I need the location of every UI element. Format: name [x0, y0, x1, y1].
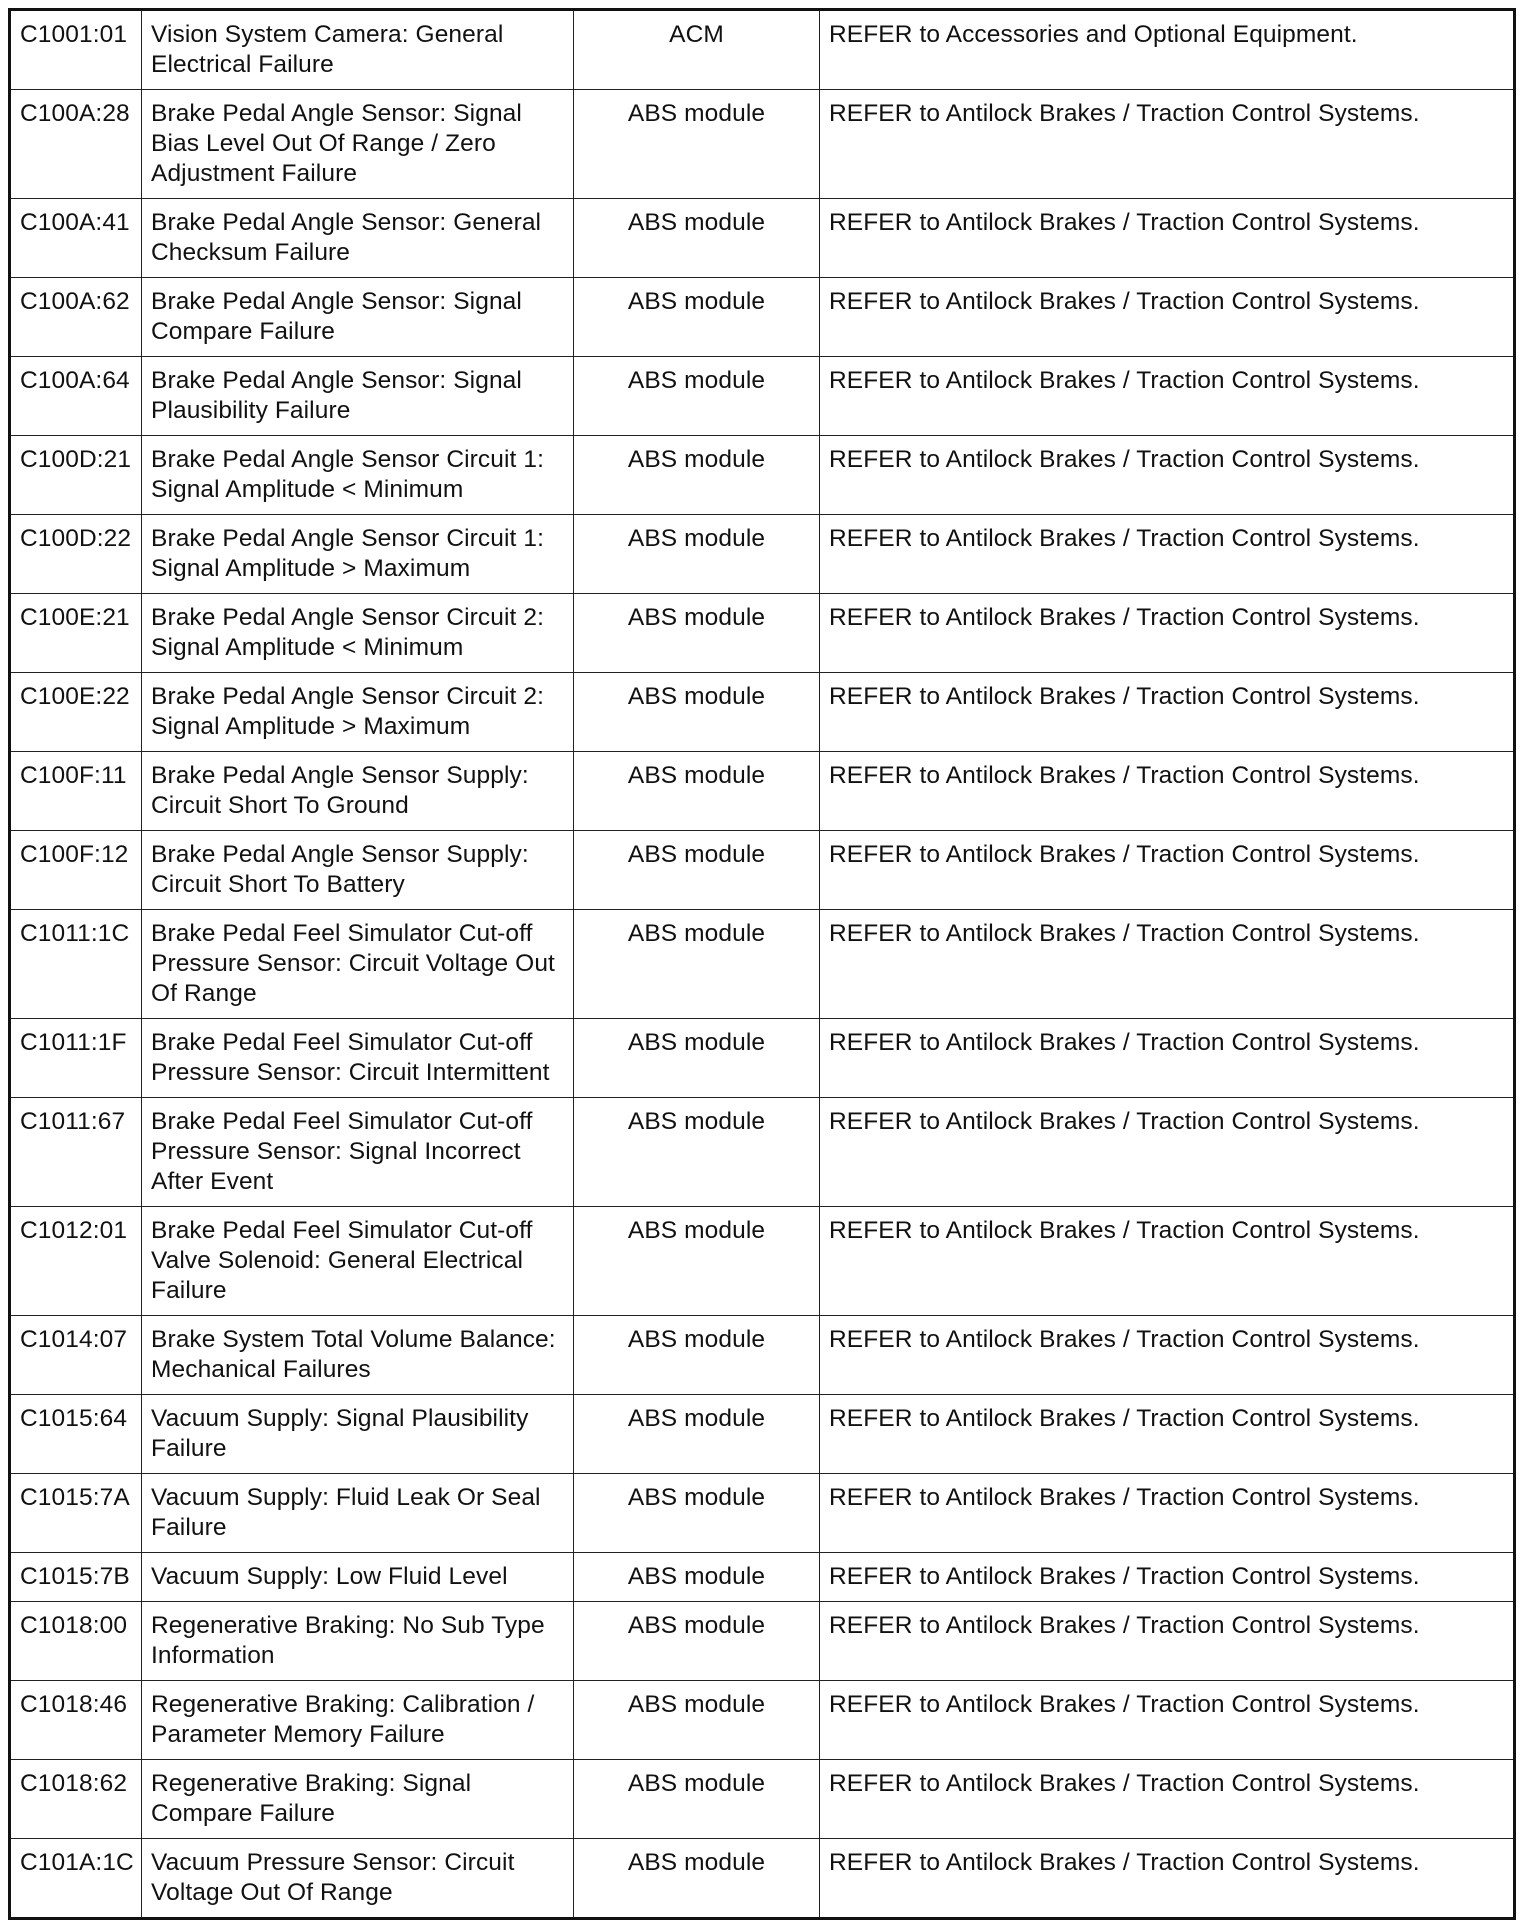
dtc-module: ABS module — [574, 436, 820, 515]
dtc-description: Vacuum Supply: Signal Plausibility Failure — [142, 1395, 574, 1474]
dtc-action: REFER to Antilock Brakes / Traction Control Systems. — [820, 515, 1515, 594]
dtc-description: Brake Pedal Angle Sensor Supply: Circuit Short To Battery — [142, 831, 574, 910]
dtc-code: C100F:11 — [10, 752, 142, 831]
dtc-module: ABS module — [574, 199, 820, 278]
dtc-description: Brake Pedal Angle Sensor: Signal Plausibility Failure — [142, 357, 574, 436]
dtc-description: Brake Pedal Feel Simulator Cut-off Pressure Sensor: Circuit Intermittent — [142, 1019, 574, 1098]
dtc-code: C100E:22 — [10, 673, 142, 752]
dtc-code: C1018:46 — [10, 1681, 142, 1760]
dtc-description: Vacuum Supply: Fluid Leak Or Seal Failure — [142, 1474, 574, 1553]
dtc-description: Brake Pedal Angle Sensor Circuit 2: Signal Amplitude > Maximum — [142, 673, 574, 752]
table-row — [10, 1474, 1515, 1553]
table-row — [10, 1602, 1515, 1681]
dtc-module: ABS module — [574, 357, 820, 436]
dtc-code: C1015:7A — [10, 1474, 142, 1553]
dtc-module: ABS module — [574, 594, 820, 673]
dtc-action: REFER to Antilock Brakes / Traction Control Systems. — [820, 1681, 1515, 1760]
dtc-module: ABS module — [574, 831, 820, 910]
dtc-action: REFER to Antilock Brakes / Traction Control Systems. — [820, 90, 1515, 199]
dtc-code: C100A:41 — [10, 199, 142, 278]
dtc-module: ABS module — [574, 1681, 820, 1760]
dtc-description: Vacuum Supply: Low Fluid Level — [142, 1553, 574, 1602]
table-row — [10, 436, 1515, 515]
dtc-action: REFER to Antilock Brakes / Traction Control Systems. — [820, 1602, 1515, 1681]
dtc-code: C101A:1C — [10, 1839, 142, 1919]
dtc-description: Brake Pedal Angle Sensor Supply: Circuit Short To Ground — [142, 752, 574, 831]
dtc-code: C100A:28 — [10, 90, 142, 199]
dtc-code: C100A:62 — [10, 278, 142, 357]
dtc-action: REFER to Antilock Brakes / Traction Control Systems. — [820, 1316, 1515, 1395]
dtc-module: ABS module — [574, 752, 820, 831]
table-row — [10, 1681, 1515, 1760]
dtc-module: ABS module — [574, 1839, 820, 1919]
table-row — [10, 1553, 1515, 1602]
dtc-code: C1018:00 — [10, 1602, 142, 1681]
dtc-module: ABS module — [574, 1019, 820, 1098]
dtc-module: ABS module — [574, 1098, 820, 1207]
dtc-description: Brake System Total Volume Balance: Mechanical Failures — [142, 1316, 574, 1395]
dtc-description: Brake Pedal Feel Simulator Cut-off Pressure Sensor: Signal Incorrect After Event — [142, 1098, 574, 1207]
dtc-action: REFER to Antilock Brakes / Traction Control Systems. — [820, 910, 1515, 1019]
dtc-description: Regenerative Braking: Signal Compare Failure — [142, 1760, 574, 1839]
dtc-module: ABS module — [574, 1602, 820, 1681]
dtc-module: ABS module — [574, 910, 820, 1019]
dtc-module: ABS module — [574, 515, 820, 594]
dtc-code: C1015:64 — [10, 1395, 142, 1474]
dtc-code: C1001:01 — [10, 10, 142, 90]
dtc-description: Brake Pedal Angle Sensor: Signal Bias Level Out Of Range / Zero Adjustment Failure — [142, 90, 574, 199]
table-row — [10, 752, 1515, 831]
table-row — [10, 673, 1515, 752]
dtc-description: Brake Pedal Feel Simulator Cut-off Pressure Sensor: Circuit Voltage Out Of Range — [142, 910, 574, 1019]
dtc-module: ACM — [574, 10, 820, 90]
dtc-action: REFER to Antilock Brakes / Traction Control Systems. — [820, 1098, 1515, 1207]
table-row — [10, 594, 1515, 673]
table-row — [10, 10, 1515, 90]
dtc-table — [8, 8, 1516, 1920]
table-row — [10, 1760, 1515, 1839]
dtc-description: Brake Pedal Angle Sensor Circuit 1: Signal Amplitude > Maximum — [142, 515, 574, 594]
dtc-description: Brake Pedal Angle Sensor: General Checksum Failure — [142, 199, 574, 278]
dtc-code: C1015:7B — [10, 1553, 142, 1602]
dtc-code: C1011:1F — [10, 1019, 142, 1098]
dtc-code: C1011:1C — [10, 910, 142, 1019]
table-row — [10, 199, 1515, 278]
dtc-code: C1018:62 — [10, 1760, 142, 1839]
dtc-code: C1014:07 — [10, 1316, 142, 1395]
dtc-description: Brake Pedal Angle Sensor: Signal Compare Failure — [142, 278, 574, 357]
table-row — [10, 90, 1515, 199]
dtc-action: REFER to Antilock Brakes / Traction Control Systems. — [820, 1395, 1515, 1474]
table-row — [10, 1395, 1515, 1474]
dtc-module: ABS module — [574, 90, 820, 199]
dtc-code: C1011:67 — [10, 1098, 142, 1207]
dtc-action: REFER to Antilock Brakes / Traction Control Systems. — [820, 1760, 1515, 1839]
table-row — [10, 515, 1515, 594]
dtc-module: ABS module — [574, 1760, 820, 1839]
dtc-action: REFER to Antilock Brakes / Traction Control Systems. — [820, 673, 1515, 752]
dtc-code: C100F:12 — [10, 831, 142, 910]
dtc-description: Vacuum Pressure Sensor: Circuit Voltage Out Of Range — [142, 1839, 574, 1919]
dtc-code: C100D:22 — [10, 515, 142, 594]
dtc-module: ABS module — [574, 1553, 820, 1602]
table-row — [10, 831, 1515, 910]
dtc-description: Regenerative Braking: No Sub Type Information — [142, 1602, 574, 1681]
dtc-module: ABS module — [574, 1207, 820, 1316]
dtc-action: REFER to Antilock Brakes / Traction Control Systems. — [820, 278, 1515, 357]
dtc-description: Brake Pedal Angle Sensor Circuit 2: Signal Amplitude < Minimum — [142, 594, 574, 673]
dtc-description: Vision System Camera: General Electrical Failure — [142, 10, 574, 90]
dtc-code: C100A:64 — [10, 357, 142, 436]
table-row — [10, 1207, 1515, 1316]
dtc-table-body — [10, 10, 1515, 1919]
dtc-module: ABS module — [574, 278, 820, 357]
dtc-module: ABS module — [574, 1395, 820, 1474]
dtc-action: REFER to Antilock Brakes / Traction Control Systems. — [820, 1553, 1515, 1602]
dtc-action: REFER to Accessories and Optional Equipment. — [820, 10, 1515, 90]
dtc-action: REFER to Antilock Brakes / Traction Control Systems. — [820, 594, 1515, 673]
dtc-action: REFER to Antilock Brakes / Traction Control Systems. — [820, 1839, 1515, 1919]
dtc-module: ABS module — [574, 1474, 820, 1553]
table-row — [10, 278, 1515, 357]
table-row — [10, 357, 1515, 436]
table-row — [10, 1098, 1515, 1207]
dtc-action: REFER to Antilock Brakes / Traction Control Systems. — [820, 199, 1515, 278]
dtc-module: ABS module — [574, 1316, 820, 1395]
dtc-action: REFER to Antilock Brakes / Traction Control Systems. — [820, 436, 1515, 515]
dtc-description: Brake Pedal Feel Simulator Cut-off Valve Solenoid: General Electrical Failure — [142, 1207, 574, 1316]
dtc-description: Brake Pedal Angle Sensor Circuit 1: Signal Amplitude < Minimum — [142, 436, 574, 515]
dtc-code: C100D:21 — [10, 436, 142, 515]
dtc-action: REFER to Antilock Brakes / Traction Control Systems. — [820, 357, 1515, 436]
table-row — [10, 1839, 1515, 1919]
dtc-action: REFER to Antilock Brakes / Traction Control Systems. — [820, 831, 1515, 910]
dtc-action: REFER to Antilock Brakes / Traction Control Systems. — [820, 1474, 1515, 1553]
table-row — [10, 910, 1515, 1019]
dtc-module: ABS module — [574, 673, 820, 752]
table-row — [10, 1019, 1515, 1098]
dtc-code: C1012:01 — [10, 1207, 142, 1316]
dtc-description: Regenerative Braking: Calibration / Parameter Memory Failure — [142, 1681, 574, 1760]
dtc-action: REFER to Antilock Brakes / Traction Control Systems. — [820, 1019, 1515, 1098]
dtc-action: REFER to Antilock Brakes / Traction Control Systems. — [820, 1207, 1515, 1316]
table-row — [10, 1316, 1515, 1395]
dtc-code: C100E:21 — [10, 594, 142, 673]
dtc-action: REFER to Antilock Brakes / Traction Control Systems. — [820, 752, 1515, 831]
